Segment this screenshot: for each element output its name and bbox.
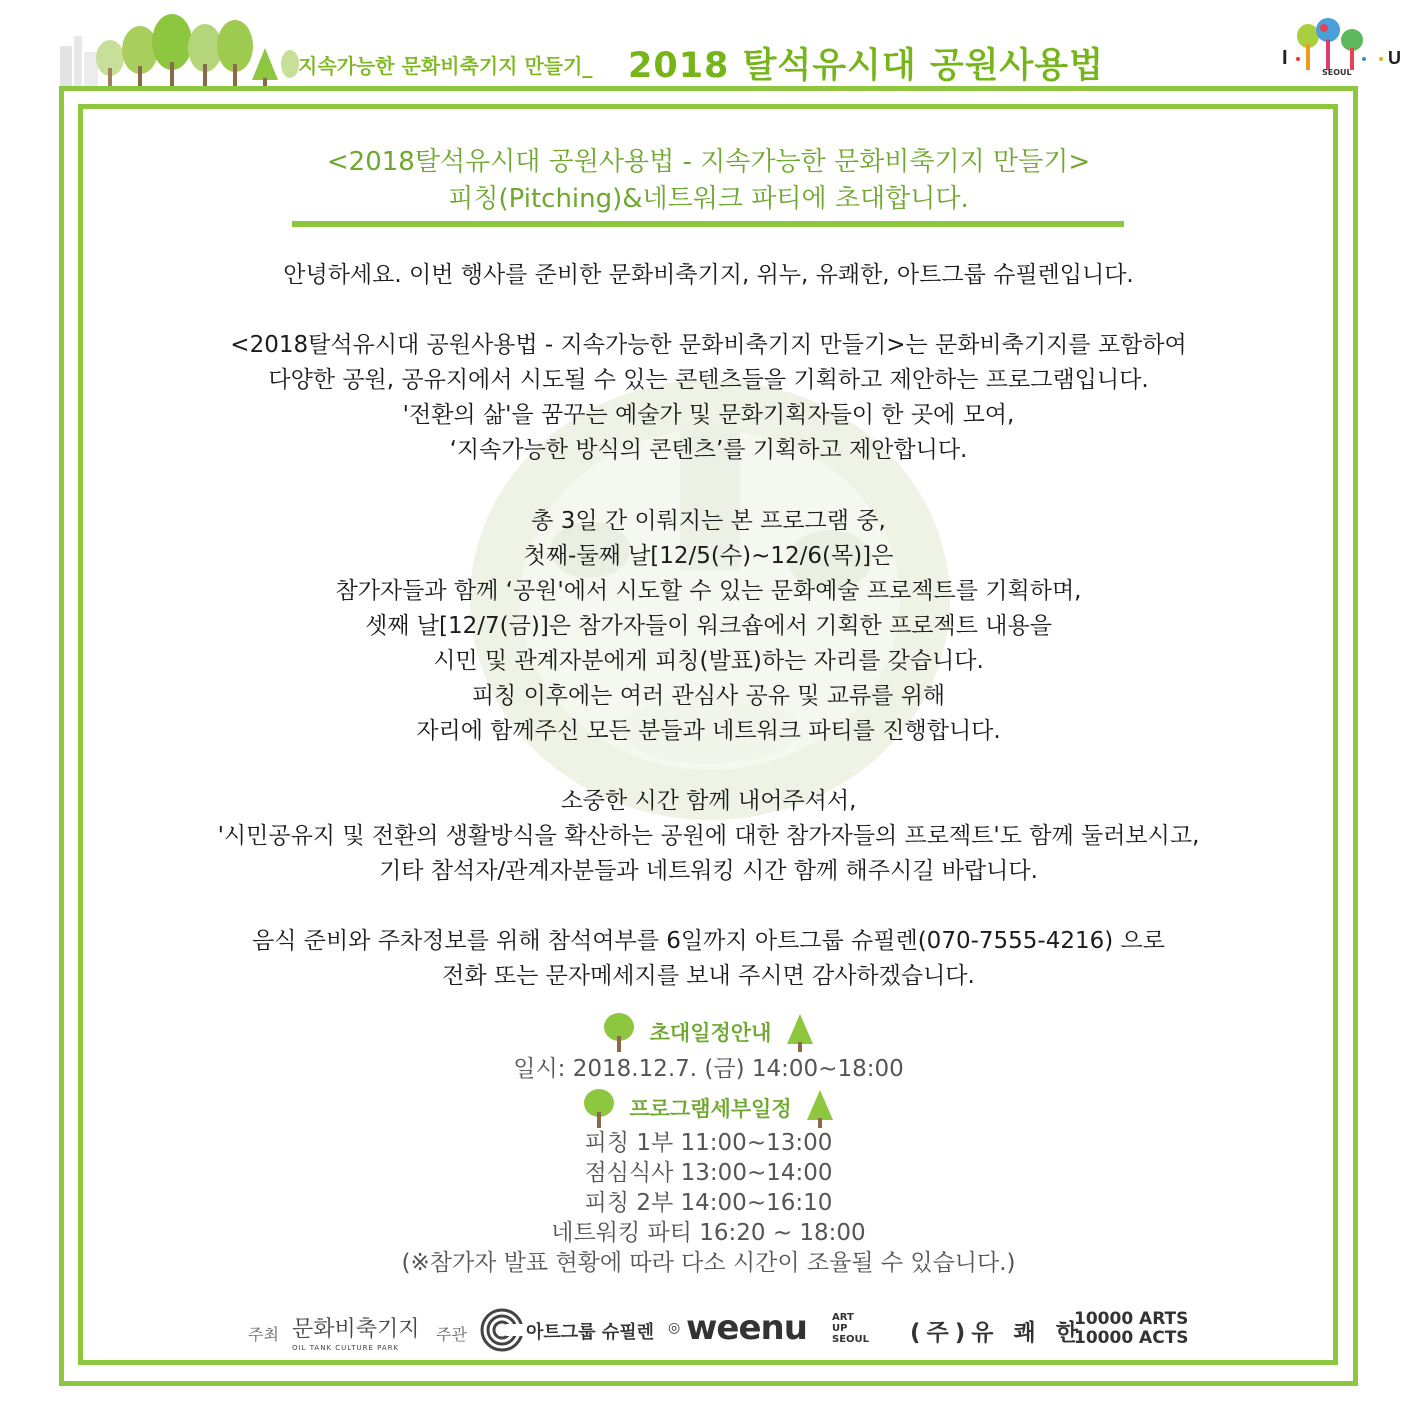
artup-line: ART — [832, 1312, 854, 1323]
program-line: 총 3일 간 이뤄지는 본 프로그램 중, — [531, 508, 886, 534]
intro-line: 다양한 공원, 공유지에서 시도될 수 있는 콘텐츠들을 기획하고 제안하는 프로그램입니다. — [268, 367, 1149, 393]
schedule-item: 피칭 1부 11:00~13:00 — [584, 1130, 833, 1156]
pine-tree-icon — [785, 1012, 815, 1052]
program-schedule-heading — [0, 1088, 1417, 1128]
program-line: 첫째-둘째 날[12/5(수)~12/6(목)]은 — [523, 543, 894, 569]
artup-line: UP — [832, 1323, 848, 1334]
program-schedule-list — [0, 1128, 1417, 1278]
request-paragraph — [100, 784, 1317, 889]
program-line: 참가자들과 함께 ‘공원'에서 시도할 수 있는 문화예술 프로젝트를 기획하며, — [335, 578, 1082, 604]
seoul-label: SEOUL — [1322, 68, 1352, 77]
program-line: 셋째 날[12/7(금)]은 참가자들이 워크숍에서 기획한 프로젝트 내용을 — [365, 613, 1052, 639]
program-line: 자리에 함께주신 모든 분들과 네트워크 파티를 진행합니다. — [416, 718, 1001, 744]
artup-seoul-logo — [832, 1312, 869, 1345]
oil-tank-logo-sub: OIL TANK CULTURE PARK — [292, 1344, 400, 1352]
oil-tank-logo: 문화비축기지 — [292, 1317, 420, 1342]
logo-letter-u: U — [1388, 48, 1401, 68]
rsvp-line: 음식 준비와 주차정보를 위해 참석여부를 6일까지 아트그룹 슈필렌(070-7555-4216) 으로 — [252, 928, 1165, 954]
svg-text:I: I — [1282, 47, 1288, 69]
schedule-item: 점심식사 13:00~14:00 — [584, 1160, 833, 1186]
round-tree-icon — [582, 1088, 616, 1128]
banner-title: 2018 탈석유시대 공원사용법 — [628, 46, 1104, 86]
request-line: 기타 참석자/관계자분들과 네트워킹 시간 함께 해주시길 바랍니다. — [379, 858, 1038, 884]
invite-schedule-heading — [0, 1012, 1417, 1052]
invite-datetime: 일시: 2018.12.7. (금) 14:00~18:00 — [513, 1056, 904, 1082]
program-line: 피칭 이후에는 여러 관심사 공유 및 교류를 위해 — [471, 683, 946, 709]
intro-line: '전환의 삶'을 꿈꾸는 예술가 및 문화기획자들이 한 곳에 모여, — [402, 402, 1015, 428]
title-line-1: <2018탈석유시대 공원사용법 - 지속가능한 문화비축기지 만들기> — [326, 147, 1091, 177]
program-line: 시민 및 관계자분에게 피칭(발표)하는 자리를 갖습니다. — [433, 648, 984, 674]
schedule-item: 피칭 2부 14:00~16:10 — [584, 1190, 833, 1216]
greeting-paragraph — [100, 258, 1317, 293]
title-line-2: 피칭(Pitching)&네트워크 파티에 초대합니다. — [448, 184, 969, 214]
rsvp-line: 전화 또는 문자메세지를 보내 주시면 감사하겠습니다. — [442, 963, 975, 989]
schedule-note: (※참가자 발표 현황에 따라 다소 시간이 조율될 수 있습니다.) — [401, 1250, 1016, 1276]
request-line: 소중한 시간 함께 내어주셔서, — [560, 788, 857, 814]
weenu-logo: weenu — [686, 1308, 807, 1348]
10000-arts-logo — [1074, 1310, 1189, 1348]
tree-skyline-icon — [60, 8, 300, 90]
program-paragraph — [100, 504, 1317, 749]
invitation-title — [100, 144, 1317, 218]
intro-paragraph — [100, 328, 1317, 468]
pine-tree-icon — [805, 1088, 835, 1128]
intro-line: <2018탈석유시대 공원사용법 - 지속가능한 문화비축기지 만들기>는 문화비축기지를 포함하여 — [230, 332, 1187, 358]
weenu-mark-icon: ◎ — [668, 1320, 681, 1336]
rsvp-paragraph — [100, 924, 1317, 994]
title-divider — [292, 221, 1124, 227]
organizer-label: 주관 — [436, 1325, 467, 1344]
intro-line: ‘지속가능한 방식의 콘텐츠’를 기획하고 제안합니다. — [449, 437, 968, 463]
invite-schedule-title: 초대일정안내 — [649, 1021, 772, 1045]
artgroup-logo: 아트그룹 슈필렌 — [526, 1322, 654, 1343]
yukwae-logo: (주)유 쾌 한 — [910, 1320, 1084, 1346]
sponsor-bar — [0, 1300, 1417, 1360]
arts-line: 10000 ARTS — [1074, 1309, 1189, 1329]
program-schedule-title: 프로그램세부일정 — [629, 1097, 792, 1121]
banner-subtitle: 지속가능한 문화비축기지 만들기_ — [298, 54, 593, 78]
schedule-item: 네트워킹 파티 16:20 ~ 18:00 — [551, 1220, 866, 1246]
artgroup-swirl-icon — [480, 1308, 524, 1352]
round-tree-icon — [602, 1012, 636, 1052]
top-banner — [0, 0, 1417, 90]
artup-line: SEOUL — [832, 1334, 870, 1345]
host-label: 주최 — [248, 1325, 279, 1344]
request-line: '시민공유지 및 전환의 생활방식을 확산하는 공원에 대한 참가자들의 프로젝트'도 함께 둘러보시고, — [217, 823, 1200, 849]
arts-line: 10000 ACTS — [1074, 1328, 1189, 1348]
greeting-line: 안녕하세요. 이번 행사를 준비한 문화비축기지, 위누, 유쾌한, 아트그룹 슈필렌입니다. — [283, 262, 1134, 288]
